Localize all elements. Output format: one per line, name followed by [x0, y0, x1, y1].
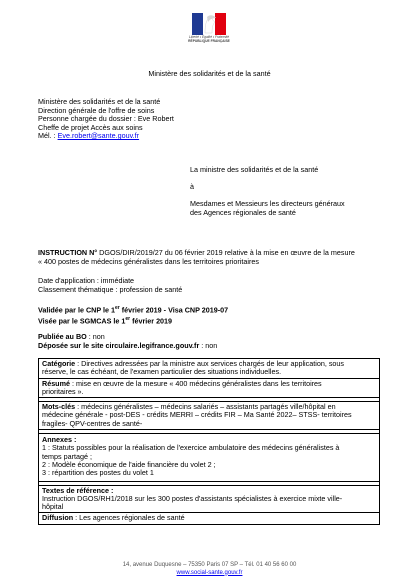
sender-mail-line: [38, 132, 174, 141]
ministry-header: Ministère des solidarités et de la santé: [148, 69, 271, 78]
recipient-line: Mesdames et Messieurs les directeurs généraux: [190, 199, 345, 208]
mots-cles-text: : médecins généralistes – médecins salariés – assistants partagés ville/hôpital en: [75, 402, 336, 412]
recipient-line: des Agences régionales de santé: [190, 207, 296, 217]
categorie-label: Catégorie: [42, 359, 76, 368]
sender-line: Direction générale de l'offre de soins: [38, 105, 155, 115]
instruction-ref: DGOS/DIR/2019/27 du 06 février 2019 relative à la mise en œuvre de la mesure: [97, 248, 355, 257]
publication-block: [38, 333, 217, 350]
publication-site-value: : non: [199, 340, 218, 350]
logo-motto: Liberté • Égalité • Fraternité: [188, 35, 230, 39]
validation-sgmcas-sup: er: [125, 315, 131, 322]
validation-cnp-text: Validée par le CNP le 1: [38, 305, 115, 315]
annexe-item: 1 : Statuts possibles pour la réalisation de l'exercice ambulatoire des médecins généralistes à: [42, 443, 340, 453]
diffusion-label: Diffusion: [42, 513, 74, 523]
categorie-text: réserve, le cas échéant, de l'examen particulier des situations individuelles.: [42, 367, 282, 377]
sender-block: [38, 98, 174, 141]
mots-cles-text: médecine générale - post-DES - crédits MERRI – crédits FIR – Ma Santé 2022– STSS- territoires: [42, 410, 352, 420]
mots-cles-text: fragiles- QPV-centres de santé-: [42, 418, 143, 428]
categorie-text: : Directives adressées par la ministre aux services chargés de leur application, sous: [75, 359, 345, 368]
info-table: [38, 358, 380, 525]
publication-bo-value: : non: [86, 332, 105, 341]
categorie-cell: [39, 359, 379, 379]
textes-label: Textes de référence :: [42, 485, 114, 495]
annexe-item: temps partagé ;: [42, 451, 92, 461]
validation-sgmcas: [38, 315, 228, 326]
resume-label: Résumé: [42, 378, 70, 388]
instruction-block: [38, 249, 355, 266]
mail-label: Mél. :: [38, 131, 58, 141]
publication-site: [38, 342, 217, 351]
resume-cell: [39, 379, 379, 399]
footer: [0, 562, 419, 577]
textes-cell: [39, 486, 379, 514]
annexes-cell: [39, 434, 379, 481]
mots-cles-cell: [39, 402, 379, 430]
marianne-flag-icon: [192, 13, 226, 35]
application-block: [38, 277, 182, 294]
sender-line: Cheffe de projet Accès aux soins: [38, 122, 143, 132]
marianne-logo: [183, 13, 235, 43]
sender-line: Personne chargée du dossier : Eve Robert: [38, 114, 174, 124]
mail-link[interactable]: Eve.robert@sante.gouv.fr: [57, 131, 140, 141]
validation-cnp: [38, 304, 228, 315]
footer-site-link[interactable]: www.social-sante.gouv.fr: [176, 569, 243, 576]
validation-block: [38, 304, 228, 326]
application-class: Classement thématique : profession de santé: [38, 284, 183, 294]
instruction-line-2: « 400 postes de médecins généralistes dans les territoires prioritaires: [38, 256, 259, 266]
diffusion-text: : Les agences régionales de santé: [73, 513, 185, 523]
publication-site-label: Déposée sur le site circulaire.legifrance.gouv.fr: [38, 340, 200, 350]
application-date: Date d'application : immédiate: [38, 276, 135, 285]
instruction-prefix: INSTRUCTION N°: [38, 248, 98, 257]
validation-sgmcas-text: Visée par le SGMCAS le 1: [38, 316, 126, 326]
recipient-to: [190, 200, 345, 217]
sender-line: Ministère des solidarités et de la santé: [38, 97, 161, 106]
validation-cnp-sup: er: [114, 305, 120, 311]
logo-republic: RÉPUBLIQUE FRANÇAISE: [188, 39, 230, 43]
textes-text: hôpital: [42, 502, 64, 512]
recipient-from: La ministre des solidarités et de la santé: [190, 165, 319, 174]
annexes-label: Annexes :: [42, 435, 77, 445]
annexe-item: 2 : Modèle économique de l'aide financière du volet 2 ;: [42, 459, 216, 469]
resume-text: prioritaires ».: [42, 386, 84, 396]
validation-sgmcas-rest: février 2019: [130, 316, 173, 326]
diffusion-cell: [39, 513, 379, 523]
validation-cnp-rest: février 2019 - Visa CNP 2019-07: [119, 305, 229, 315]
publication-bo-label: Publiée au BO: [38, 332, 87, 341]
textes-text: Instruction DGOS/RH1/2018 sur les 300 postes d'assistants spécialistes à exercice mixte ville-: [42, 493, 343, 503]
mots-cles-label: Mots-clés: [42, 402, 76, 412]
footer-address: 14, avenue Duquesne – 75350 Paris 07 SP – Tél. 01 40 56 60 00: [122, 562, 297, 568]
recipient-a: à: [190, 182, 194, 191]
resume-text: : mise en œuvre de la mesure « 400 médecins généralistes dans les territoires: [69, 378, 322, 388]
annexe-item: 3 : répartition des postes du volet 1: [42, 468, 154, 478]
